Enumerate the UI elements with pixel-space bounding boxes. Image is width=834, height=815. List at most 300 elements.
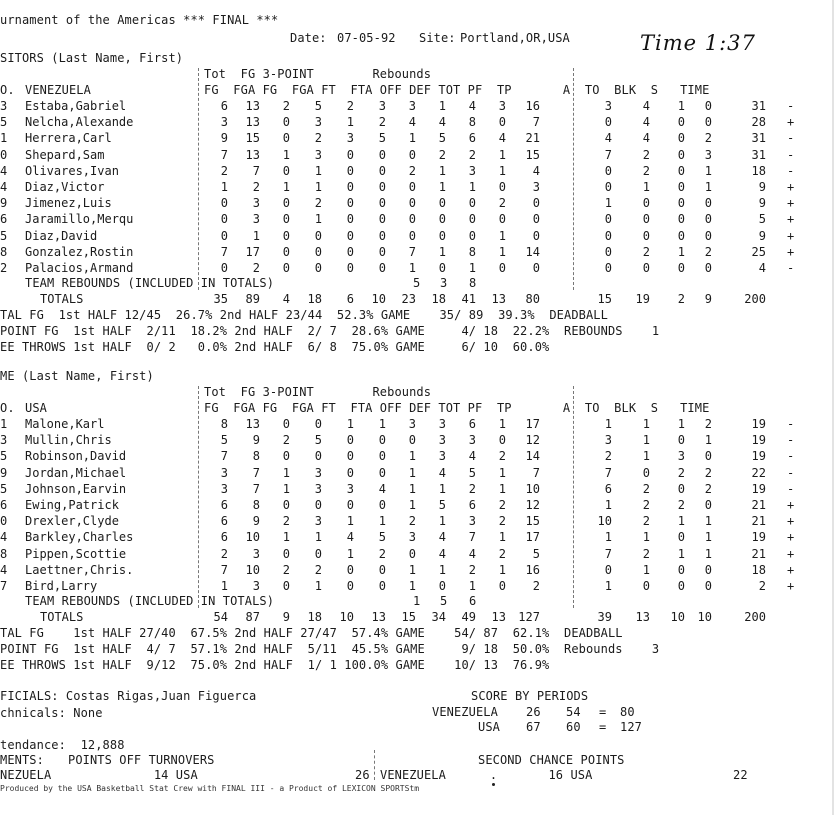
visitors-player-tp-cell: 0 <box>282 115 290 130</box>
visitors-player-tp-cell: 0 <box>282 260 290 275</box>
home-player-name-cell: Ewing,Patrick <box>25 497 119 512</box>
home-player-tp-cell: 0 <box>282 417 290 431</box>
visitors-column-separator <box>198 68 199 290</box>
home-totals-pf: 13 <box>491 610 506 624</box>
home-player-tpa-cell: 5 <box>314 433 322 448</box>
home-player-pf-cell: 1 <box>498 562 506 577</box>
visitors-player-name-cell: Palacios,Armand <box>25 260 134 275</box>
home-player-s-cell: 0 <box>704 562 712 577</box>
home-player-to-cell: 2 <box>642 514 650 529</box>
home-player-tp-cell: 1 <box>282 530 290 545</box>
home-player-blk-cell: 0 <box>677 433 685 448</box>
visitors-totals-fga: 89 <box>245 292 260 306</box>
home-player-pts-cell: 16 <box>525 562 540 577</box>
home-player-pm-cell: - <box>787 481 795 496</box>
visitors-player-def-cell: 4 <box>438 115 446 130</box>
home-player-blk-cell: 0 <box>677 530 685 545</box>
visitors-player-fg-cell: 7 <box>220 244 228 259</box>
visitors-player-tpa-cell: 3 <box>314 147 322 162</box>
home-player-pm-cell: + <box>787 562 795 577</box>
home-player-blk-cell: 1 <box>677 417 685 431</box>
visitors-player-tp-cell: 0 <box>282 212 290 227</box>
home-player-pm-cell: - <box>787 417 795 431</box>
visitors-player-off-cell: 4 <box>408 115 416 130</box>
visitors-player-no-cell: 3 <box>0 99 8 113</box>
visitors-player-pm-cell: + <box>787 196 795 211</box>
home-player-no-cell: 5 <box>0 481 8 496</box>
visitors-player-fta-cell: 0 <box>378 228 386 243</box>
visitors-player-tp-cell: 2 <box>282 99 290 113</box>
visitors-player-to-cell: 2 <box>642 147 650 162</box>
home-player-fta-cell: 0 <box>378 449 386 464</box>
home-player-pts-cell: 2 <box>532 578 540 593</box>
home-player-ft-cell: 1 <box>346 417 354 431</box>
home-player-tot-cell: 4 <box>468 449 476 464</box>
visitors-player-ft-cell: 0 <box>346 179 354 194</box>
home-player-fg-cell: 6 <box>220 530 228 545</box>
home-player-name-cell: Robinson,David <box>25 449 127 464</box>
visitors-totals-def: 18 <box>431 292 446 306</box>
visitors-player-tot-cell: 8 <box>468 115 476 130</box>
home-player-a-cell: 1 <box>604 578 612 593</box>
home-player-ft-cell: 4 <box>346 530 354 545</box>
visitors-player-fga-cell: 3 <box>252 212 260 227</box>
visitors-player-tot-cell: 1 <box>468 260 476 275</box>
home-player-blk-cell: 3 <box>677 449 685 464</box>
visitors-player-pm-cell: - <box>787 163 795 178</box>
visitors-player-tot-cell: 0 <box>468 228 476 243</box>
home-player-fga-cell: 10 <box>245 562 260 577</box>
home-player-time-cell: 19 <box>751 530 766 545</box>
score-period-total: 80 <box>620 705 635 719</box>
visitors-player-pts-cell: 3 <box>532 179 540 194</box>
home-player-no-cell: 0 <box>0 514 8 529</box>
visitors-player-fta-cell: 0 <box>378 163 386 178</box>
home-player-def-cell: 4 <box>438 546 446 561</box>
visitors-player-ft-cell: 0 <box>346 147 354 162</box>
home-player-pts-cell: 10 <box>525 481 540 496</box>
visitors-player-fg-cell: 0 <box>220 228 228 243</box>
visitors-player-pm-cell: - <box>787 260 795 275</box>
home-totals-label: TOTALS <box>40 610 84 624</box>
visitors-player-fga-cell: 2 <box>252 260 260 275</box>
home-player-def-cell: 5 <box>438 497 446 512</box>
home-player-no-cell: 1 <box>0 417 8 431</box>
visitors-player-tot-cell: 0 <box>468 196 476 211</box>
visitors-player-pm-cell: - <box>787 99 795 113</box>
home-player-tot-cell: 3 <box>468 433 476 448</box>
visitors-player-time-cell: 9 <box>758 228 766 243</box>
visitors-no-header: O. <box>0 83 15 97</box>
visitors-player-to-cell: 0 <box>642 212 650 227</box>
home-player-to-cell: 2 <box>642 497 650 512</box>
visitors-player-def-cell: 1 <box>438 99 446 113</box>
visitors-ft-pct-line: EE THROWS 1st HALF 0/ 2 0.0% 2nd HALF 6/ 8 75.0% GAME 6/ 10 60.0% <box>0 340 550 354</box>
visitors-player-tpa-cell: 2 <box>314 131 322 146</box>
visitors-player-fg-cell: 9 <box>220 131 228 146</box>
home-totals-fga: 87 <box>245 610 260 624</box>
home-player-fta-cell: 5 <box>378 530 386 545</box>
visitors-player-tp-cell: 0 <box>282 228 290 243</box>
home-player-blk-cell: 2 <box>677 465 685 480</box>
home-player-off-cell: 1 <box>408 562 416 577</box>
home-player-tpa-cell: 3 <box>314 481 322 496</box>
home-player-no-cell: 4 <box>0 530 8 545</box>
home-player-no-cell: 5 <box>0 449 8 464</box>
site-label: Site: <box>419 31 456 45</box>
home-player-fta-cell: 4 <box>378 481 386 496</box>
home-player-no-cell: 7 <box>0 578 8 593</box>
home-player-def-cell: 3 <box>438 417 446 431</box>
visitors-column-group-header: Tot FG 3-POINT Rebounds <box>204 67 432 81</box>
visitors-player-pf-cell: 1 <box>498 147 506 162</box>
visitors-player-no-cell: 2 <box>0 260 8 275</box>
score-period-eq: = <box>599 705 607 719</box>
attendance-line: tendance: 12,888 <box>0 738 125 752</box>
date-label: Date: <box>290 31 327 45</box>
home-player-off-cell: 2 <box>408 514 416 529</box>
visitors-player-name-cell: Herrera,Carl <box>25 131 112 146</box>
home-player-fga-cell: 3 <box>252 546 260 561</box>
home-player-pm-cell: + <box>787 578 795 593</box>
home-totals-off: 15 <box>401 610 416 624</box>
visitors-player-pf-cell: 0 <box>498 212 506 227</box>
home-player-name-cell: Laettner,Chris. <box>25 562 134 577</box>
home-player-tot-cell: 3 <box>468 514 476 529</box>
visitors-player-pts-cell: 0 <box>532 260 540 275</box>
home-player-fg-cell: 2 <box>220 546 228 561</box>
visitors-player-ft-cell: 0 <box>346 260 354 275</box>
home-player-fta-cell: 0 <box>378 433 386 448</box>
visitors-player-tp-cell: 0 <box>282 244 290 259</box>
home-player-pf-cell: 1 <box>498 465 506 480</box>
visitors-player-fta-cell: 0 <box>378 196 386 211</box>
visitors-player-pm-cell: + <box>787 115 795 130</box>
visitors-player-to-cell: 0 <box>642 196 650 211</box>
home-team-reb-def: 5 <box>440 594 448 608</box>
home-player-tot-cell: 4 <box>468 546 476 561</box>
home-column-separator <box>198 386 199 608</box>
home-player-to-cell: 1 <box>642 449 650 464</box>
visitors-player-name-cell: Estaba,Gabriel <box>25 99 127 113</box>
home-player-tot-cell: 6 <box>468 417 476 431</box>
visitors-player-s-cell: 1 <box>704 163 712 178</box>
home-player-pts-cell: 15 <box>525 514 540 529</box>
handwritten-time-note: Time 1:37 <box>640 31 756 55</box>
home-player-ft-cell: 1 <box>346 546 354 561</box>
home-player-s-cell: 0 <box>704 497 712 512</box>
visitors-player-tot-cell: 1 <box>468 179 476 194</box>
home-player-pm-cell: + <box>787 546 795 561</box>
home-player-tp-cell: 0 <box>282 449 290 464</box>
visitors-player-time-cell: 31 <box>751 147 766 162</box>
visitors-player-ft-cell: 2 <box>346 99 354 113</box>
credit-line: Produced by the USA Basketball Stat Crew with FINAL III - a Product of LEXICON SPORTStm <box>0 784 420 793</box>
home-player-off-cell: 1 <box>408 481 416 496</box>
visitors-player-time-cell: 31 <box>751 131 766 146</box>
home-totals-s: 10 <box>697 610 712 624</box>
home-player-to-cell: 1 <box>642 562 650 577</box>
home-player-tp-cell: 2 <box>282 433 290 448</box>
home-player-a-cell: 10 <box>597 514 612 529</box>
visitors-player-pts-cell: 16 <box>525 99 540 113</box>
home-player-tot-cell: 6 <box>468 497 476 512</box>
home-player-tpa-cell: 3 <box>314 465 322 480</box>
home-player-fg-cell: 7 <box>220 449 228 464</box>
footer-column-separator <box>374 750 375 780</box>
visitors-player-ft-cell: 0 <box>346 196 354 211</box>
home-player-pts-cell: 12 <box>525 497 540 512</box>
home-player-off-cell: 3 <box>408 530 416 545</box>
visitors-player-a-cell: 1 <box>604 196 612 211</box>
visitors-player-name-cell: Diaz,Victor <box>25 179 105 194</box>
home-player-fga-cell: 8 <box>252 497 260 512</box>
visitors-player-name-cell: Jaramillo,Merqu <box>25 212 134 227</box>
home-player-name-cell: Malone,Karl <box>25 417 105 431</box>
visitors-player-s-cell: 0 <box>704 228 712 243</box>
visitors-player-off-cell: 0 <box>408 196 416 211</box>
visitors-player-fga-cell: 17 <box>245 244 260 259</box>
visitors-player-tpa-cell: 1 <box>314 212 322 227</box>
home-player-pf-cell: 2 <box>498 449 506 464</box>
visitors-totals-pf: 13 <box>491 292 506 306</box>
visitors-player-pm-cell: + <box>787 228 795 243</box>
home-player-fga-cell: 7 <box>252 481 260 496</box>
home-player-fg-cell: 6 <box>220 497 228 512</box>
visitors-player-pts-cell: 0 <box>532 196 540 211</box>
visitors-player-a-cell: 0 <box>604 244 612 259</box>
home-player-pts-cell: 17 <box>525 417 540 431</box>
home-player-pm-cell: + <box>787 497 795 512</box>
visitors-totals-time: 200 <box>744 292 766 306</box>
home-player-tot-cell: 2 <box>468 562 476 577</box>
visitors-totals-to: 19 <box>635 292 650 306</box>
home-player-s-cell: 1 <box>704 530 712 545</box>
visitors-player-fta-cell: 3 <box>378 99 386 113</box>
home-player-pm-cell: + <box>787 514 795 529</box>
visitors-totals-off: 23 <box>401 292 416 306</box>
home-section-title: ME (Last Name, First) <box>0 369 154 383</box>
visitors-player-tot-cell: 2 <box>468 147 476 162</box>
visitors-3pt-pct-line: POINT FG 1st HALF 2/11 18.2% 2nd HALF 2/ 7 28.6% GAME 4/ 18 22.2% REBOUNDS 1 <box>0 324 660 338</box>
visitors-player-name-cell: Gonzalez,Rostin <box>25 244 134 259</box>
visitors-player-blk-cell: 0 <box>677 163 685 178</box>
visitors-player-tot-cell: 4 <box>468 99 476 113</box>
visitors-player-fga-cell: 7 <box>252 163 260 178</box>
home-player-tp-cell: 2 <box>282 562 290 577</box>
visitors-player-no-cell: 8 <box>0 244 8 259</box>
second-chance-points-usa: 22 <box>733 768 748 782</box>
home-player-a-cell: 0 <box>604 562 612 577</box>
visitors-player-off-cell: 1 <box>408 260 416 275</box>
home-player-def-cell: 3 <box>438 433 446 448</box>
home-player-def-cell: 0 <box>438 578 446 593</box>
score-period-p1: 67 <box>526 720 541 734</box>
home-player-no-cell: 4 <box>0 562 8 577</box>
visitors-player-pf-cell: 0 <box>498 260 506 275</box>
home-totals-fg: 54 <box>213 610 228 624</box>
home-player-pm-cell: - <box>787 433 795 448</box>
visitors-team-reb-def: 3 <box>440 276 448 290</box>
visitors-player-pf-cell: 4 <box>498 131 506 146</box>
visitors-player-a-cell: 7 <box>604 147 612 162</box>
home-player-blk-cell: 1 <box>677 546 685 561</box>
home-player-pm-cell: - <box>787 449 795 464</box>
visitors-player-blk-cell: 0 <box>677 147 685 162</box>
visitors-totals-fta: 10 <box>371 292 386 306</box>
home-player-fga-cell: 9 <box>252 433 260 448</box>
home-player-pts-cell: 17 <box>525 530 540 545</box>
home-player-time-cell: 18 <box>751 562 766 577</box>
home-player-def-cell: 4 <box>438 465 446 480</box>
home-column-header: FG FGA FG FGA FT FTA OFF DEF TOT PF TP A TO BLK S TIME <box>204 401 710 415</box>
visitors-player-blk-cell: 0 <box>677 196 685 211</box>
visitors-player-fg-cell: 0 <box>220 260 228 275</box>
score-by-periods-title: SCORE BY PERIODS <box>471 689 589 703</box>
home-3pt-pct-line: POINT FG 1st HALF 4/ 7 57.1% 2nd HALF 5/11 45.5% GAME 9/ 18 50.0% Rebounds 3 <box>0 642 660 656</box>
home-player-tot-cell: 7 <box>468 530 476 545</box>
home-totals-time: 200 <box>744 610 766 624</box>
home-player-fta-cell: 1 <box>378 514 386 529</box>
score-period-team: USA <box>478 720 500 734</box>
visitors-totals-tpa: 18 <box>307 292 322 306</box>
home-player-s-cell: 2 <box>704 481 712 496</box>
home-player-to-cell: 1 <box>642 417 650 431</box>
visitors-player-fta-cell: 5 <box>378 131 386 146</box>
home-player-fta-cell: 0 <box>378 497 386 512</box>
visitors-player-def-cell: 1 <box>438 244 446 259</box>
comments-label: MENTS: <box>0 753 44 767</box>
home-player-fg-cell: 3 <box>220 481 228 496</box>
visitors-player-a-cell: 0 <box>604 115 612 130</box>
home-player-tpa-cell: 3 <box>314 514 322 529</box>
visitors-player-fga-cell: 13 <box>245 147 260 162</box>
visitors-player-blk-cell: 0 <box>677 228 685 243</box>
home-player-tpa-cell: 2 <box>314 562 322 577</box>
home-totals-a: 39 <box>597 610 612 624</box>
visitors-player-time-cell: 28 <box>751 115 766 130</box>
visitors-player-def-cell: 0 <box>438 228 446 243</box>
visitors-player-def-cell: 0 <box>438 260 446 275</box>
home-player-a-cell: 1 <box>604 530 612 545</box>
visitors-player-tpa-cell: 0 <box>314 260 322 275</box>
home-player-ft-cell: 0 <box>346 449 354 464</box>
visitors-player-name-cell: Olivares,Ivan <box>25 163 119 178</box>
visitors-player-to-cell: 1 <box>642 179 650 194</box>
visitors-player-no-cell: 5 <box>0 228 8 243</box>
stray-ink-mark <box>492 783 495 786</box>
technicals-line: chnicals: None <box>0 706 103 720</box>
home-player-tpa-cell: 1 <box>314 530 322 545</box>
home-totals-tp: 9 <box>282 610 290 624</box>
home-player-ft-cell: 1 <box>346 514 354 529</box>
home-player-tpa-cell: 1 <box>314 578 322 593</box>
visitors-player-fg-cell: 0 <box>220 212 228 227</box>
visitors-player-pts-cell: 21 <box>525 131 540 146</box>
visitors-player-blk-cell: 1 <box>677 244 685 259</box>
home-player-name-cell: Bird,Larry <box>25 578 98 593</box>
visitors-player-def-cell: 0 <box>438 212 446 227</box>
visitors-player-ft-cell: 1 <box>346 115 354 130</box>
visitors-player-a-cell: 0 <box>604 260 612 275</box>
visitors-player-tp-cell: 0 <box>282 131 290 146</box>
visitors-totals-fg: 35 <box>213 292 228 306</box>
points-off-turnovers-usa: 26 <box>355 768 370 782</box>
home-player-name-cell: Johnson,Earvin <box>25 481 127 496</box>
visitors-player-pf-cell: 1 <box>498 244 506 259</box>
home-player-tpa-cell: 0 <box>314 449 322 464</box>
visitors-player-to-cell: 4 <box>642 131 650 146</box>
visitors-player-fg-cell: 6 <box>220 99 228 113</box>
home-player-fta-cell: 1 <box>378 417 386 431</box>
visitors-player-fga-cell: 13 <box>245 115 260 130</box>
visitors-player-time-cell: 18 <box>751 163 766 178</box>
home-player-pf-cell: 2 <box>498 546 506 561</box>
visitors-player-tpa-cell: 2 <box>314 196 322 211</box>
visitors-player-a-cell: 0 <box>604 212 612 227</box>
visitors-player-s-cell: 0 <box>704 99 712 113</box>
visitors-player-off-cell: 0 <box>408 228 416 243</box>
home-player-pm-cell: + <box>787 530 795 545</box>
home-player-tp-cell: 0 <box>282 546 290 561</box>
visitors-player-s-cell: 2 <box>704 244 712 259</box>
home-player-to-cell: 2 <box>642 546 650 561</box>
home-player-ft-cell: 0 <box>346 497 354 512</box>
visitors-totals-tot: 41 <box>461 292 476 306</box>
visitors-column-separator <box>573 68 574 290</box>
visitors-player-fg-cell: 0 <box>220 196 228 211</box>
home-player-a-cell: 1 <box>604 497 612 512</box>
visitors-player-pts-cell: 0 <box>532 212 540 227</box>
home-player-s-cell: 0 <box>704 449 712 464</box>
visitors-player-def-cell: 0 <box>438 196 446 211</box>
visitors-player-no-cell: 5 <box>0 115 8 130</box>
visitors-totals-s: 9 <box>704 292 712 306</box>
home-player-to-cell: 1 <box>642 433 650 448</box>
visitors-player-ft-cell: 0 <box>346 212 354 227</box>
home-player-tp-cell: 2 <box>282 514 290 529</box>
home-player-s-cell: 2 <box>704 417 712 431</box>
visitors-player-pts-cell: 0 <box>532 228 540 243</box>
home-player-off-cell: 1 <box>408 465 416 480</box>
home-player-tpa-cell: 0 <box>314 417 322 431</box>
home-player-pts-cell: 5 <box>532 546 540 561</box>
visitors-player-blk-cell: 0 <box>677 131 685 146</box>
visitors-player-tpa-cell: 5 <box>314 99 322 113</box>
visitors-player-blk-cell: 1 <box>677 99 685 113</box>
visitors-player-time-cell: 4 <box>758 260 766 275</box>
visitors-player-to-cell: 4 <box>642 99 650 113</box>
home-player-a-cell: 6 <box>604 481 612 496</box>
game-site: Portland,OR,USA <box>460 31 570 45</box>
visitors-player-def-cell: 1 <box>438 163 446 178</box>
visitors-player-off-cell: 2 <box>408 163 416 178</box>
visitors-player-s-cell: 0 <box>704 260 712 275</box>
home-player-off-cell: 3 <box>408 417 416 431</box>
visitors-player-blk-cell: 0 <box>677 212 685 227</box>
home-player-pf-cell: 0 <box>498 578 506 593</box>
visitors-player-name-cell: Shepard,Sam <box>25 147 105 162</box>
visitors-player-a-cell: 0 <box>604 163 612 178</box>
home-player-to-cell: 0 <box>642 578 650 593</box>
home-player-tp-cell: 1 <box>282 465 290 480</box>
visitors-player-pts-cell: 14 <box>525 244 540 259</box>
visitors-player-no-cell: 0 <box>0 147 8 162</box>
visitors-player-pf-cell: 2 <box>498 196 506 211</box>
visitors-player-pf-cell: 0 <box>498 179 506 194</box>
home-player-blk-cell: 0 <box>677 562 685 577</box>
home-column-separator <box>573 386 574 608</box>
